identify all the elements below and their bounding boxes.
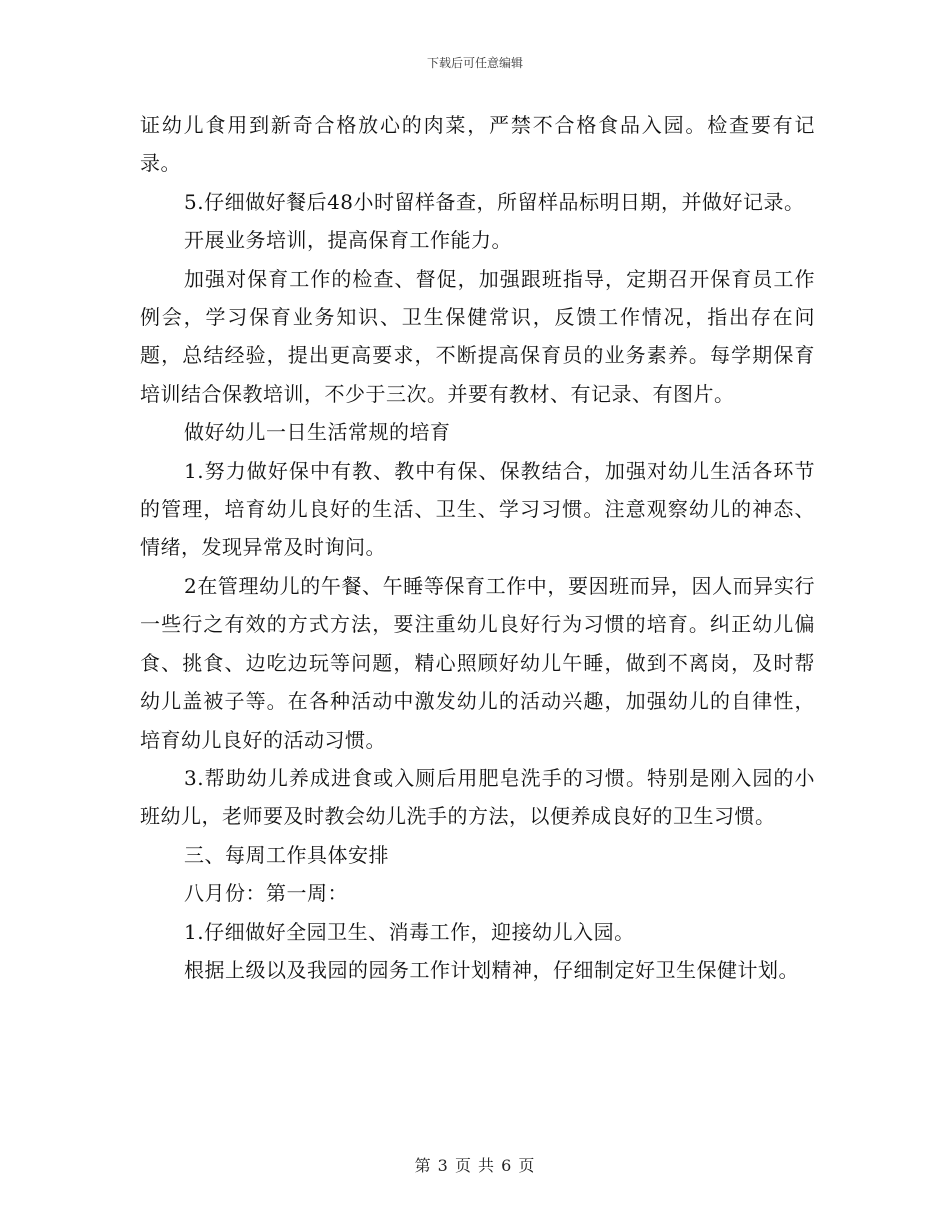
paragraph-august-week-1: 八月份：第一周： bbox=[184, 881, 348, 906]
paragraph-training-details: 加强对保育工作的检查、督促，加强跟班指导，定期召开保育员工作例会，学习保育业务知识、卫生保健常识，反馈工作情况，指出存在问题，总结经验，提出更高要求，不断提高保育员的业务素养。每学期保育培训结合保教培训，不少于三次。并要有教材、有记录、有图片。 bbox=[140, 266, 815, 406]
document-body bbox=[140, 106, 815, 989]
paragraph-heading-daily-routine: 做好幼儿一日生活常规的培育 bbox=[184, 420, 451, 445]
paragraph-routine-item-3: 3.帮助幼儿养成进食或入厕后用肥皂洗手的习惯。特别是刚入园的小班幼儿，老师要及时教会幼儿洗手的方法，以便养成良好的卫生习惯。 bbox=[140, 765, 815, 829]
page-header: 下载后可任意编辑 bbox=[426, 56, 523, 70]
paragraph-routine-item-2: 2在管理幼儿的午餐、午睡等保育工作中，要因班而异，因人而异实行一些行之有效的方式方法，要注重幼儿良好行为习惯的培育。纠正幼儿偏食、挑食、边吃边玩等问题，精心照顾好幼儿午睡，做到不离岗，及时帮幼儿盖被子等。在各种活动中激发幼儿的活动兴趣，加强幼儿的自律性，培育幼儿良好的活动习惯。 bbox=[140, 573, 815, 752]
paragraph-week-1-item-1: 1.仔细做好全园卫生、消毒工作，迎接幼儿入园。 bbox=[184, 919, 635, 944]
paragraph-continuation: 证幼儿食用到新奇合格放心的肉菜，严禁不合格食品入园。检查要有记录。 bbox=[140, 113, 815, 176]
paragraph-routine-item-1: 1.努力做好保中有教、教中有保、保教结合，加强对幼儿生活各环节的管理，培育幼儿良好的生活、卫生、学习习惯。注意观察幼儿的神态、情绪，发现异常及时询问。 bbox=[140, 458, 815, 560]
paragraph-item-5: 5.仔细做好餐后48小时留样备查，所留样品标明日期，并做好记录。 bbox=[184, 189, 805, 214]
page-footer: 第 3 页 共 6 页 bbox=[414, 1156, 536, 1175]
paragraph-heading-weekly-schedule: 三、每周工作具体安排 bbox=[184, 842, 389, 867]
paragraph-heading-training: 开展业务培训，提高保育工作能力。 bbox=[184, 228, 512, 253]
paragraph-health-plan: 根据上级以及我园的园务工作计划精神，仔细制定好卫生保健计划。 bbox=[184, 957, 799, 982]
